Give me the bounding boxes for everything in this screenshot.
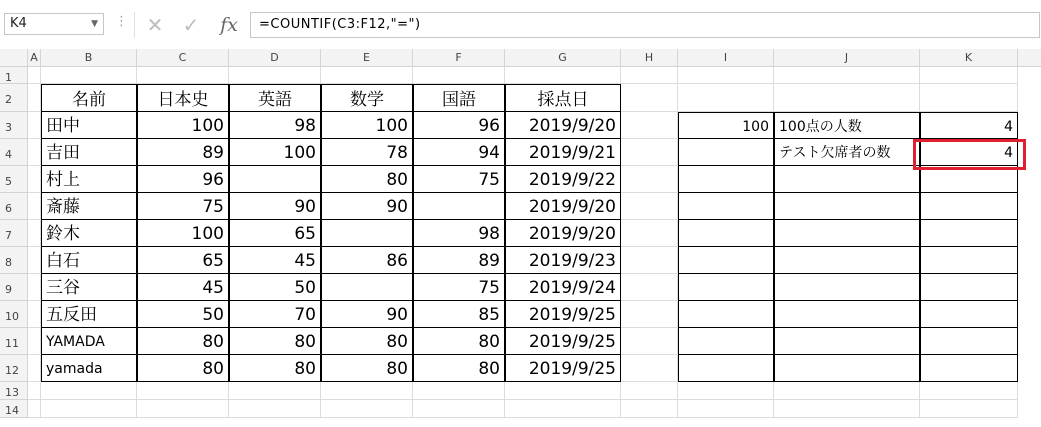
summary-cell[interactable] xyxy=(920,301,1018,328)
grid-cell[interactable] xyxy=(505,400,621,418)
grid-cell[interactable] xyxy=(774,400,920,418)
table-cell[interactable]: 86 xyxy=(321,247,413,274)
grid-cell[interactable] xyxy=(678,67,774,84)
table-cell[interactable]: 85 xyxy=(413,301,505,328)
table-cell[interactable]: 2019/9/25 xyxy=(505,355,621,382)
column-header-f[interactable]: F xyxy=(413,49,505,67)
table-cell[interactable]: 75 xyxy=(137,193,229,220)
table-cell[interactable]: 鈴木 xyxy=(41,220,137,247)
row-header-2[interactable]: 2 xyxy=(0,84,28,112)
grid-cell[interactable] xyxy=(678,382,774,400)
table-cell[interactable]: 三谷 xyxy=(41,274,137,301)
summary-cell[interactable] xyxy=(774,247,920,274)
grid-cell[interactable] xyxy=(137,400,229,418)
summary-cell[interactable] xyxy=(920,166,1018,193)
table-cell[interactable]: 80 xyxy=(137,355,229,382)
table-cell[interactable]: 80 xyxy=(321,166,413,193)
grid-cell[interactable] xyxy=(321,382,413,400)
table-cell[interactable]: 65 xyxy=(229,220,321,247)
table-cell[interactable]: 96 xyxy=(413,112,505,139)
grid-cell[interactable] xyxy=(41,67,137,84)
row-header-4[interactable]: 4 xyxy=(0,139,28,166)
grid-cell[interactable] xyxy=(229,400,321,418)
row-header-7[interactable]: 7 xyxy=(0,220,28,247)
grid-cell[interactable] xyxy=(28,67,41,84)
grid-cell[interactable] xyxy=(28,84,41,112)
summary-cell[interactable] xyxy=(920,247,1018,274)
row-header-5[interactable]: 5 xyxy=(0,166,28,193)
table-cell[interactable]: YAMADA xyxy=(41,328,137,355)
table-cell[interactable]: 80 xyxy=(229,355,321,382)
table-cell[interactable]: 98 xyxy=(413,220,505,247)
summary-cell[interactable] xyxy=(774,193,920,220)
enter-icon[interactable]: ✓ xyxy=(182,13,200,37)
table-cell[interactable]: 100 xyxy=(137,220,229,247)
table-cell[interactable]: 80 xyxy=(321,355,413,382)
grid-cell[interactable] xyxy=(621,139,678,166)
table-header-cell[interactable]: 国語 xyxy=(413,84,505,112)
table-header-cell[interactable]: 日本史 xyxy=(137,84,229,112)
grid-cell[interactable] xyxy=(920,84,1018,112)
table-cell[interactable]: 80 xyxy=(137,328,229,355)
summary-cell[interactable] xyxy=(678,301,774,328)
summary-cell[interactable] xyxy=(678,220,774,247)
column-header-g[interactable]: G xyxy=(505,49,621,67)
grid-cell[interactable] xyxy=(774,382,920,400)
table-cell[interactable]: 2019/9/25 xyxy=(505,301,621,328)
grid-cell[interactable] xyxy=(621,400,678,418)
table-cell[interactable] xyxy=(321,274,413,301)
table-cell[interactable]: 100 xyxy=(229,139,321,166)
grid-cell[interactable] xyxy=(229,67,321,84)
table-cell[interactable]: 45 xyxy=(229,247,321,274)
grid-cell[interactable] xyxy=(920,67,1018,84)
grid-cell[interactable] xyxy=(28,400,41,418)
summary-cell[interactable] xyxy=(920,355,1018,382)
grid-cell[interactable] xyxy=(621,84,678,112)
table-cell[interactable] xyxy=(229,166,321,193)
grid-cell[interactable] xyxy=(28,328,41,355)
summary-cell[interactable] xyxy=(678,193,774,220)
table-header-cell[interactable]: 数学 xyxy=(321,84,413,112)
grid-cell[interactable] xyxy=(28,193,41,220)
summary-cell[interactable] xyxy=(774,328,920,355)
more-options-icon[interactable]: ⋮ xyxy=(115,14,128,29)
column-header-e[interactable]: E xyxy=(321,49,413,67)
grid-cell[interactable] xyxy=(621,193,678,220)
column-header-b[interactable]: B xyxy=(41,49,137,67)
summary-cell[interactable]: 100点の人数 xyxy=(774,112,920,139)
chevron-down-icon[interactable]: ▼ xyxy=(91,19,98,29)
row-header-9[interactable]: 9 xyxy=(0,274,28,301)
summary-cell[interactable] xyxy=(920,193,1018,220)
grid-cell[interactable] xyxy=(28,112,41,139)
table-cell[interactable]: 80 xyxy=(413,355,505,382)
summary-cell[interactable] xyxy=(678,274,774,301)
grid-cell[interactable] xyxy=(413,382,505,400)
grid-cell[interactable] xyxy=(321,67,413,84)
formula-buttons xyxy=(134,12,247,38)
summary-cell[interactable] xyxy=(920,328,1018,355)
column-header-k[interactable]: K xyxy=(920,49,1018,67)
table-cell[interactable] xyxy=(321,220,413,247)
table-cell[interactable]: 2019/9/23 xyxy=(505,247,621,274)
grid-cell[interactable] xyxy=(678,400,774,418)
table-cell[interactable]: 90 xyxy=(321,193,413,220)
summary-cell[interactable]: 100 xyxy=(678,112,774,139)
summary-cell[interactable] xyxy=(678,247,774,274)
grid-cell[interactable] xyxy=(678,84,774,112)
summary-cell[interactable] xyxy=(920,220,1018,247)
select-all-corner[interactable] xyxy=(0,49,28,67)
grid-cell[interactable] xyxy=(28,139,41,166)
grid-cell[interactable] xyxy=(621,220,678,247)
column-header-h[interactable]: H xyxy=(621,49,678,67)
summary-cell[interactable]: 4 xyxy=(920,112,1018,139)
summary-cell[interactable] xyxy=(678,166,774,193)
grid-cell[interactable] xyxy=(28,301,41,328)
table-cell[interactable] xyxy=(413,193,505,220)
table-cell[interactable]: 五反田 xyxy=(41,301,137,328)
table-cell[interactable]: 96 xyxy=(137,166,229,193)
table-cell[interactable]: 90 xyxy=(321,301,413,328)
table-cell[interactable]: 2019/9/24 xyxy=(505,274,621,301)
table-cell[interactable]: 90 xyxy=(229,193,321,220)
table-cell[interactable]: 2019/9/20 xyxy=(505,220,621,247)
grid-cell[interactable] xyxy=(774,67,920,84)
insert-function-icon[interactable]: fx xyxy=(220,14,238,36)
grid-cell[interactable] xyxy=(28,382,41,400)
table-cell[interactable]: 94 xyxy=(413,139,505,166)
table-cell[interactable]: 白石 xyxy=(41,247,137,274)
grid-cell[interactable] xyxy=(505,67,621,84)
summary-cell[interactable] xyxy=(678,328,774,355)
table-cell[interactable]: 78 xyxy=(321,139,413,166)
grid-cell[interactable] xyxy=(41,400,137,418)
column-headers xyxy=(0,49,1041,67)
table-cell[interactable]: 2019/9/20 xyxy=(505,193,621,220)
table-cell[interactable]: 75 xyxy=(413,274,505,301)
table-cell[interactable]: 80 xyxy=(321,328,413,355)
formula-bar xyxy=(0,0,1041,43)
table-cell[interactable]: 田中 xyxy=(41,112,137,139)
table-cell[interactable]: 89 xyxy=(137,139,229,166)
table-cell[interactable]: 98 xyxy=(229,112,321,139)
table-cell[interactable]: yamada xyxy=(41,355,137,382)
table-cell[interactable]: 50 xyxy=(229,274,321,301)
name-box[interactable] xyxy=(4,13,104,35)
column-header-j[interactable]: J xyxy=(774,49,920,67)
grid-cell[interactable] xyxy=(28,274,41,301)
grid-cell[interactable] xyxy=(621,355,678,382)
table-cell[interactable]: 吉田 xyxy=(41,139,137,166)
summary-cell[interactable] xyxy=(678,139,774,166)
grid-cell[interactable] xyxy=(621,382,678,400)
name-box-value: K4 xyxy=(10,16,27,31)
grid-cell[interactable] xyxy=(920,382,1018,400)
row-header-6[interactable]: 6 xyxy=(0,193,28,220)
table-header-cell[interactable]: 英語 xyxy=(229,84,321,112)
grid-cell[interactable] xyxy=(621,166,678,193)
row-header-12[interactable]: 12 xyxy=(0,355,28,382)
grid-cell[interactable] xyxy=(229,382,321,400)
table-header-cell[interactable]: 採点日 xyxy=(505,84,621,112)
summary-cell[interactable] xyxy=(774,355,920,382)
table-cell[interactable]: 2019/9/21 xyxy=(505,139,621,166)
grid-cell[interactable] xyxy=(621,274,678,301)
grid-cell[interactable] xyxy=(621,112,678,139)
table-cell[interactable]: 75 xyxy=(413,166,505,193)
formula-input[interactable]: =COUNTIF(C3:F12,"=") xyxy=(250,12,1040,38)
grid-cell[interactable] xyxy=(621,67,678,84)
summary-cell[interactable] xyxy=(678,355,774,382)
grid-cell[interactable] xyxy=(137,382,229,400)
row-header-8[interactable]: 8 xyxy=(0,247,28,274)
table-header-cell[interactable]: 名前 xyxy=(41,84,137,112)
summary-cell[interactable] xyxy=(774,166,920,193)
table-cell[interactable]: 村上 xyxy=(41,166,137,193)
summary-cell[interactable] xyxy=(774,301,920,328)
grid-cell[interactable] xyxy=(621,247,678,274)
table-cell[interactable]: 斎藤 xyxy=(41,193,137,220)
summary-cell[interactable] xyxy=(920,274,1018,301)
grid-cell[interactable] xyxy=(413,400,505,418)
summary-cell[interactable] xyxy=(774,220,920,247)
grid-cell[interactable] xyxy=(28,166,41,193)
grid-cell[interactable] xyxy=(41,382,137,400)
summary-cell[interactable]: テスト欠席者の数 xyxy=(774,139,920,166)
row-header-1[interactable]: 1 xyxy=(0,67,28,84)
grid-cell[interactable] xyxy=(413,67,505,84)
row-header-3[interactable]: 3 xyxy=(0,112,28,139)
table-cell[interactable]: 70 xyxy=(229,301,321,328)
column-header-a[interactable]: A xyxy=(28,49,41,67)
column-header-filler xyxy=(1018,49,1041,67)
row-header-13[interactable]: 13 xyxy=(0,382,28,400)
grid-cell[interactable] xyxy=(621,328,678,355)
table-cell[interactable]: 2019/9/25 xyxy=(505,328,621,355)
summary-cell[interactable]: 4 xyxy=(920,139,1018,166)
table-cell[interactable]: 100 xyxy=(137,112,229,139)
table-cell[interactable]: 80 xyxy=(229,328,321,355)
column-header-d[interactable]: D xyxy=(229,49,321,67)
row-header-14[interactable]: 14 xyxy=(0,400,28,418)
worksheet-grid[interactable] xyxy=(28,67,1041,427)
grid-cell[interactable] xyxy=(621,301,678,328)
column-header-i[interactable]: I xyxy=(678,49,774,67)
grid-cell[interactable] xyxy=(774,84,920,112)
cancel-icon[interactable]: ✕ xyxy=(146,13,164,37)
table-cell[interactable]: 89 xyxy=(413,247,505,274)
table-cell[interactable]: 65 xyxy=(137,247,229,274)
table-cell[interactable]: 100 xyxy=(321,112,413,139)
table-cell[interactable]: 2019/9/20 xyxy=(505,112,621,139)
grid-cell[interactable] xyxy=(28,355,41,382)
table-cell[interactable]: 45 xyxy=(137,274,229,301)
table-cell[interactable]: 50 xyxy=(137,301,229,328)
table-cell[interactable]: 2019/9/22 xyxy=(505,166,621,193)
column-header-c[interactable]: C xyxy=(137,49,229,67)
table-cell[interactable]: 80 xyxy=(413,328,505,355)
grid-cell[interactable] xyxy=(28,247,41,274)
grid-cell[interactable] xyxy=(920,400,1018,418)
grid-cell[interactable] xyxy=(137,67,229,84)
grid-cell[interactable] xyxy=(321,400,413,418)
grid-cell[interactable] xyxy=(28,220,41,247)
row-header-11[interactable]: 11 xyxy=(0,328,28,355)
grid-cell[interactable] xyxy=(505,382,621,400)
summary-cell[interactable] xyxy=(774,274,920,301)
row-header-10[interactable]: 10 xyxy=(0,301,28,328)
